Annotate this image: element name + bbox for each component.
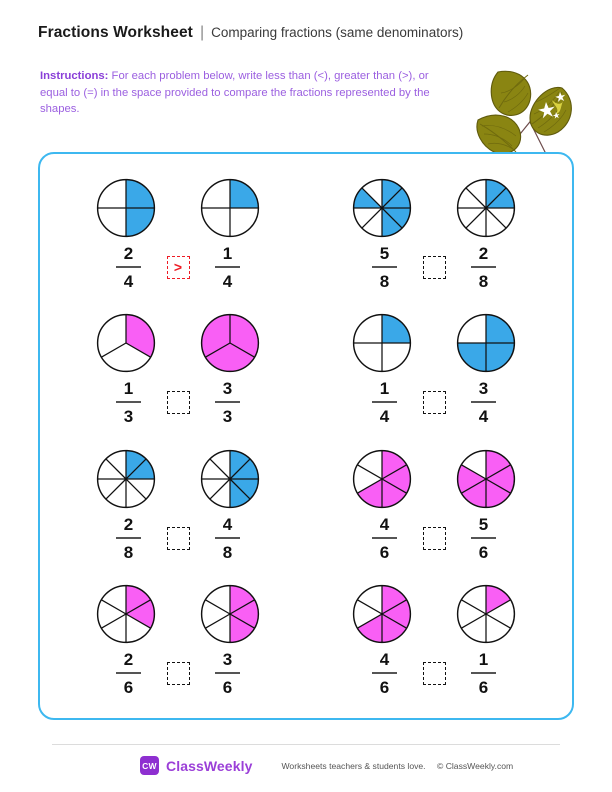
fraction-denominator: 6: [222, 678, 233, 698]
shapes-row: [88, 313, 268, 373]
problem-grid: [40, 154, 572, 718]
fraction-denominator: 4: [123, 271, 134, 291]
fraction-left: [347, 380, 423, 425]
fraction-numerator: 3: [222, 650, 233, 670]
fraction-right: [446, 380, 522, 425]
footer-copyright: © ClassWeekly.com: [436, 760, 514, 771]
page-subtitle: Comparing fractions (same denominators): [211, 25, 464, 40]
fraction-left: [91, 516, 167, 561]
fraction-right: [190, 651, 266, 696]
fraction-numerator: 1: [222, 243, 233, 263]
fraction-bar: [116, 266, 141, 268]
footer-divider: [52, 744, 560, 745]
instructions-block: [40, 68, 452, 118]
fraction-denominator: 8: [478, 271, 489, 291]
fraction-circle-right: [448, 449, 524, 509]
fraction-left: [347, 245, 423, 290]
problem-p1: [50, 166, 306, 302]
fraction-numerator: 4: [222, 514, 233, 534]
fraction-left: [347, 651, 423, 696]
problem-p8: [306, 573, 562, 709]
fraction-denominator: 8: [123, 542, 134, 562]
labels-row: [347, 651, 522, 696]
fraction-bar: [372, 672, 397, 674]
title-row: [38, 24, 574, 42]
labels-row: [347, 380, 522, 425]
fraction-circle-right: [192, 178, 268, 238]
fraction-bar: [116, 537, 141, 539]
fraction-numerator: 1: [379, 379, 390, 399]
fraction-bar: [471, 401, 496, 403]
fraction-right: [446, 516, 522, 561]
answer-box[interactable]: [167, 391, 190, 414]
answer-box[interactable]: [167, 662, 190, 685]
fraction-circle-left: [88, 449, 164, 509]
answer-box[interactable]: [423, 256, 446, 279]
footer-tagline: [281, 761, 513, 771]
footer-tagline-text: Worksheets teachers & students love.: [281, 760, 426, 771]
fraction-bar: [471, 266, 496, 268]
fraction-circle-right: [448, 313, 524, 373]
fraction-bar: [215, 537, 240, 539]
fraction-numerator: 2: [123, 514, 134, 534]
fraction-numerator: 5: [478, 514, 489, 534]
problem-p6: [306, 437, 562, 573]
labels-row: [347, 516, 522, 561]
fraction-bar: [471, 672, 496, 674]
shapes-row: [344, 584, 524, 644]
labels-row: [91, 245, 266, 290]
fraction-circle-left: [344, 178, 420, 238]
fraction-denominator: 8: [379, 271, 390, 291]
answer-box[interactable]: [167, 527, 190, 550]
fraction-numerator: 1: [123, 379, 134, 399]
fraction-circle-left: [88, 313, 164, 373]
fraction-numerator: 2: [478, 243, 489, 263]
fraction-denominator: 4: [478, 407, 489, 427]
brand-badge-icon: CW: [140, 756, 159, 775]
fraction-numerator: 4: [379, 650, 390, 670]
fraction-denominator: 3: [222, 407, 233, 427]
answer-box[interactable]: [423, 662, 446, 685]
fraction-circle-left: [344, 313, 420, 373]
fraction-circle-left: [344, 449, 420, 509]
fraction-numerator: 1: [478, 650, 489, 670]
instructions-text: For each problem below, write less than (<), greater than (>), or equal to (=) in the space provided to compare the fractions represented by the shapes.: [40, 70, 430, 116]
fraction-denominator: 6: [379, 542, 390, 562]
title-separator: |: [199, 24, 205, 41]
fraction-denominator: 8: [222, 542, 233, 562]
fraction-denominator: 6: [478, 678, 489, 698]
page-footer: [52, 756, 560, 775]
answer-box[interactable]: >: [167, 256, 190, 279]
fraction-circle-right: [448, 178, 524, 238]
fraction-bar: [471, 537, 496, 539]
shapes-row: [88, 584, 268, 644]
shapes-row: [344, 178, 524, 238]
shapes-row: [344, 449, 524, 509]
problem-p2: [306, 166, 562, 302]
fraction-numerator: 4: [379, 514, 390, 534]
fraction-denominator: 4: [222, 271, 233, 291]
fraction-left: [347, 516, 423, 561]
fraction-circle-left: [88, 584, 164, 644]
worksheet-panel: [38, 152, 574, 720]
fraction-bar: [215, 672, 240, 674]
answer-box[interactable]: [423, 527, 446, 550]
fraction-circle-right: [448, 584, 524, 644]
fraction-denominator: 6: [123, 678, 134, 698]
fraction-bar: [215, 266, 240, 268]
fraction-bar: [116, 672, 141, 674]
labels-row: [347, 245, 522, 290]
fraction-right: [190, 245, 266, 290]
fraction-bar: [215, 401, 240, 403]
brand-name: ClassWeekly: [166, 757, 253, 774]
problem-p5: [50, 437, 306, 573]
shapes-row: [88, 178, 268, 238]
fraction-right: [446, 651, 522, 696]
instructions-label: Instructions:: [40, 70, 109, 82]
answer-box[interactable]: [423, 391, 446, 414]
fraction-circle-right: [192, 584, 268, 644]
fraction-denominator: 6: [478, 542, 489, 562]
fraction-bar: [372, 401, 397, 403]
fraction-circle-left: [88, 178, 164, 238]
labels-row: [91, 651, 266, 696]
fraction-denominator: 4: [379, 407, 390, 427]
page-title: Fractions Worksheet: [38, 24, 193, 41]
problem-p4: [306, 302, 562, 438]
fraction-numerator: 2: [123, 650, 134, 670]
fraction-left: [91, 651, 167, 696]
fraction-left: [91, 245, 167, 290]
fraction-circle-right: [192, 449, 268, 509]
problem-p7: [50, 573, 306, 709]
fraction-bar: [372, 266, 397, 268]
labels-row: [91, 380, 266, 425]
brand-logo: [140, 756, 252, 775]
page-header: [38, 24, 574, 42]
fraction-left: [91, 380, 167, 425]
fraction-right: [190, 380, 266, 425]
fraction-circle-right: [192, 313, 268, 373]
fraction-denominator: 6: [379, 678, 390, 698]
shapes-row: [344, 313, 524, 373]
fraction-bar: [116, 401, 141, 403]
fraction-numerator: 5: [379, 243, 390, 263]
fraction-right: [190, 516, 266, 561]
fraction-numerator: 3: [478, 379, 489, 399]
fraction-denominator: 3: [123, 407, 134, 427]
fraction-circle-left: [344, 584, 420, 644]
fraction-bar: [372, 537, 397, 539]
fraction-numerator: 2: [123, 243, 134, 263]
shapes-row: [88, 449, 268, 509]
fraction-right: [446, 245, 522, 290]
fraction-numerator: 3: [222, 379, 233, 399]
labels-row: [91, 516, 266, 561]
problem-p3: [50, 302, 306, 438]
